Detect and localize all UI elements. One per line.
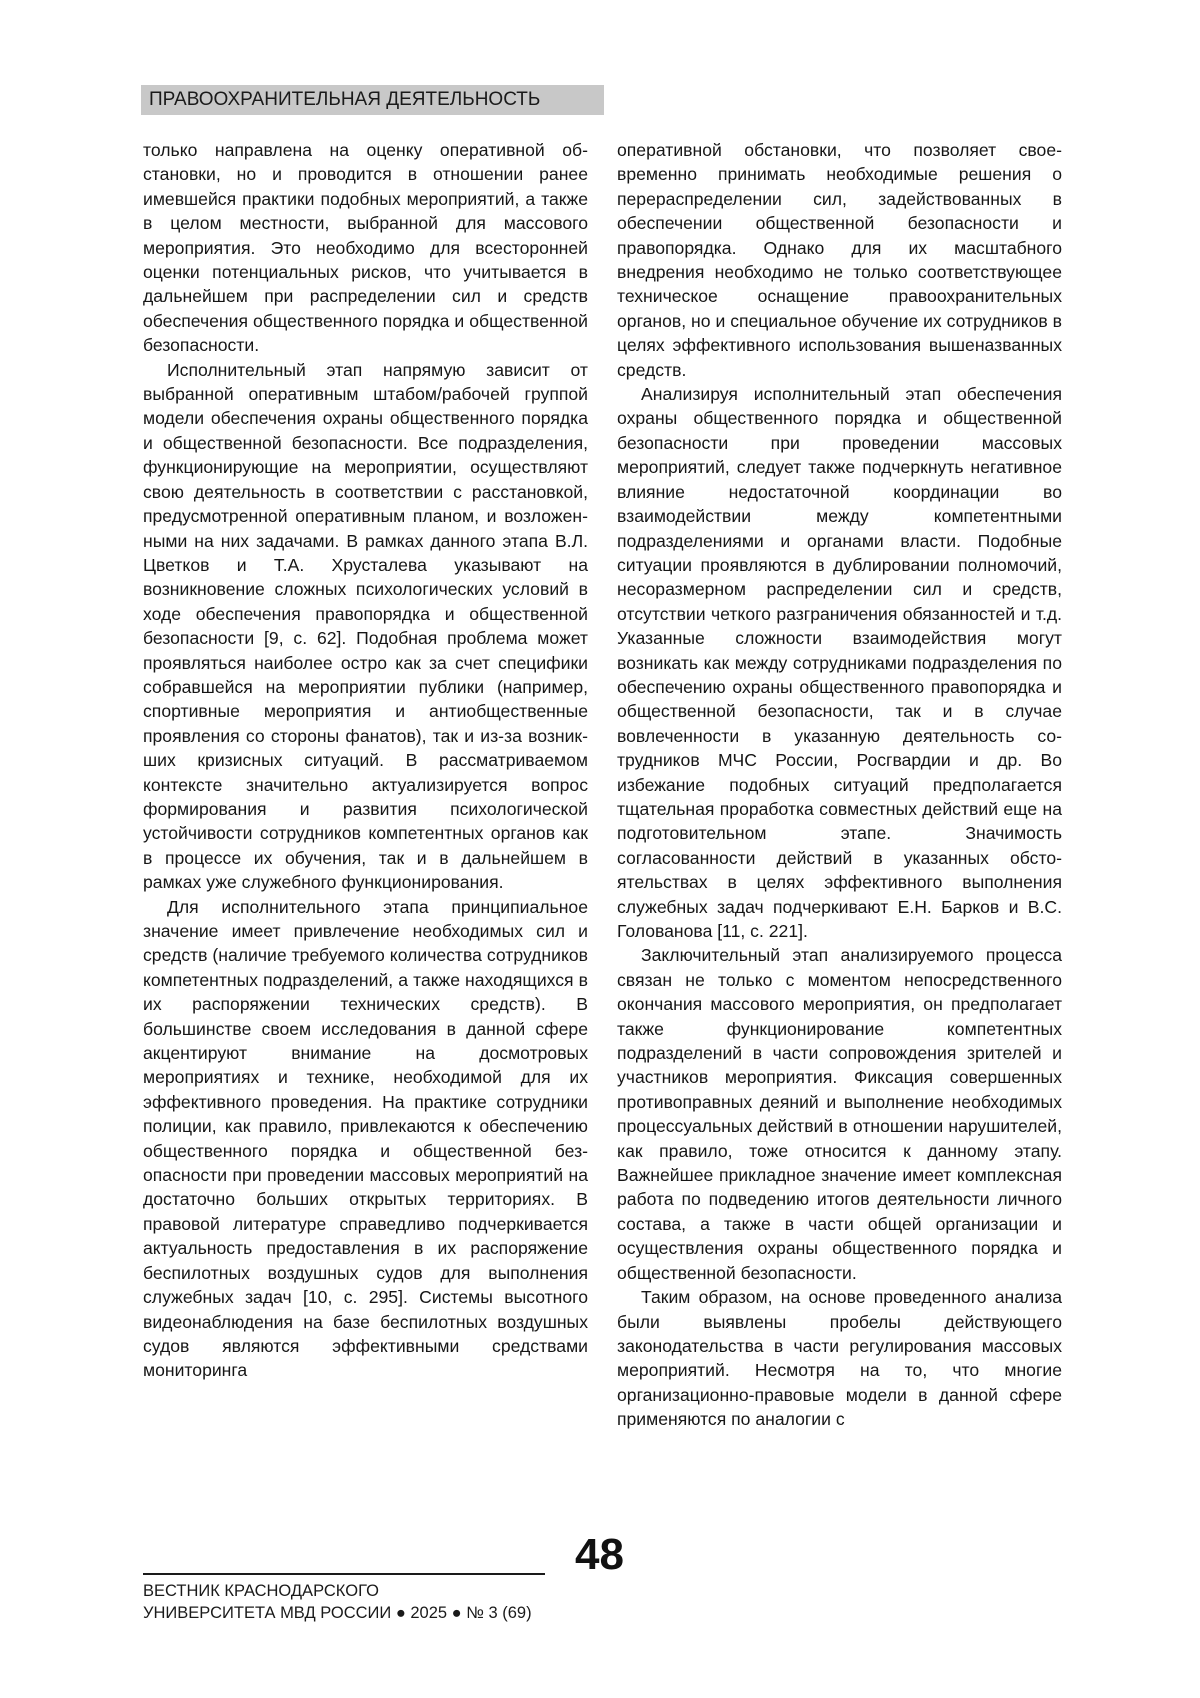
paragraph-forces-and-means: Для исполнительного этапа принципиальное значение имеет привлечение необходимых сил и средств (наличие требуемого количества сотрудников компетентных подразделений, а также находящихся в их распоряжении технических средств). В большинстве своем исследования в данной сфере акцентируют внимание на досмотровых мероприятиях и технике, необходимой для их эффективного проведения. На практике сотрудники полиции, как правило, привлекаются к обеспечению общественного порядка и общественной безопасности при проведении массовых мероприятий на достаточно больших открытых территориях. В правовой литературе справедливо подчеркивается актуальность предоставления в их распоряжение беспилотных воздушных судов для выполнения служебных задач [10, с. 295]. Системы высотного видеонаблюдения на базе беспилотных воздушных судов являются эффективными средствами мониторинга	[143, 896, 588, 1381]
footer-divider	[143, 1573, 545, 1575]
page-number: 48	[575, 1530, 624, 1579]
paragraph-executive-stage: Исполнительный этап напрямую зависит от выбранной оперативным штабом/рабочей группой модели обеспечения охраны общественного порядка и общественной безопасности. Все подразделения, функционирующие на мероприятии, осуществляют свою деятельность в соответствии с расстановкой, предусмотренной оперативным планом, и возложенными на них задачами. В рамках данного этапа В.Л. Цветков и Т.А. Хрусталева указывают на возникновение сложных психологических условий в ходе обеспечения правопорядка и общественной безопасности [9, с. 62]. Подобная проблема может проявляться наиболее остро как за счет специфики собравшейся на мероприятии публики (например, спортивные мероприятия и антиобщественные проявления со стороны фанатов), так и из-за возникших кризисных ситуаций. В рассматриваемом контексте значительно актуализируется вопрос формирования и развития психологической устойчивости сотрудников компетентных органов как в процессе их обучения, так и в дальнейшем в рамках уже служебного функционирования.	[143, 359, 588, 893]
journal-name-line2: УНИВЕРСИТЕТА МВД РОССИИ ● 2025 ● № 3 (69)	[143, 1604, 532, 1622]
paragraph-final-stage: Заключительный этап анализируемого процесса связан не только с моментом непосредственного окончания массового мероприятия, он предполагает также функционирование компетентных подразделений в части сопровождения зрителей и участников мероприятия. Фиксация совершенных противоправных деяний и выполнение необходимых процессуальных действий в отношении нарушителей, как правило, тоже относится к данному этапу. Важнейшее прикладное значение имеет комплексная работа по подведению итогов деятельности личного состава, а также в части общей организации и осуществления охраны общественного порядка и общественной безопасности.	[617, 945, 1062, 1283]
journal-name-line1: ВЕСТНИК КРАСНОДАРСКОГО	[143, 1582, 379, 1600]
left-text-column	[143, 138, 588, 1383]
journal-footer	[143, 1580, 613, 1624]
right-text-column	[617, 138, 1062, 1432]
paragraph-coordination: Анализируя исполнительный этап обеспечения охраны общественного порядка и общественной безопасности при проведении массовых мероприятий, следует также подчеркнуть негативное влияние недостаточной координации во взаимодействии между компетентными подразделениями и органами власти. Подобные ситуации проявляются в дублировании полномочий, несоразмерном распределении сил и средств, отсутствии четкого разграничения обязанностей и т.д. Указанные сложности взаимодействия могут возникать как между сотрудниками подразделения по обеспечению охраны общественного правопорядка и общественной безопасности, так и в случае вовлеченности в указанную деятельность сотрудников МЧС России, Росгвардии и др. Во избежание подобных ситуаций предполагается тщательная проработка совместных действий еще на подготовительном этапе. Значимость согласованности действий в указанных обстоятельствах в целях эффективного выполнения служебных задач подчеркивают Е.Н. Барков и В.С. Голованова [11, с. 221].	[617, 384, 1062, 941]
paragraph-conclusion: Таким образом, на основе проведенного анализа были выявлены пробелы действующего законодательства в части регулирования массовых мероприятий. Несмотря на то, что многие организационно-правовые модели в данной сфере применяются по аналогии с	[617, 1287, 1062, 1430]
paragraph-continuation: только направлена на оценку оперативной обстановки, но и проводится в отношении ранее имевшейся практики подобных мероприятий, а также в целом местности, выбранной для массового мероприятия. Это необходимо для всесторонней оценки потенциальных рисков, что учитывается в дальнейшем при распределении сил и средств обеспечения общественного порядка и общественной безопасности.	[143, 140, 588, 356]
paragraph-continuation: оперативной обстановки, что позволяет своевременно принимать необходимые решения о перераспределении сил, задействованных в обеспечении общественной безопасности и правопорядка. Однако для их масштабного внедрения необходимо не только соответствующее техническое оснащение правоохранительных органов, но и специальное обучение их сотрудников в целях эффективного использования вышеназванных средств.	[617, 140, 1062, 380]
section-title: ПРАВООХРАНИТЕЛЬНАЯ ДЕЯТЕЛЬНОСТЬ	[141, 85, 604, 115]
